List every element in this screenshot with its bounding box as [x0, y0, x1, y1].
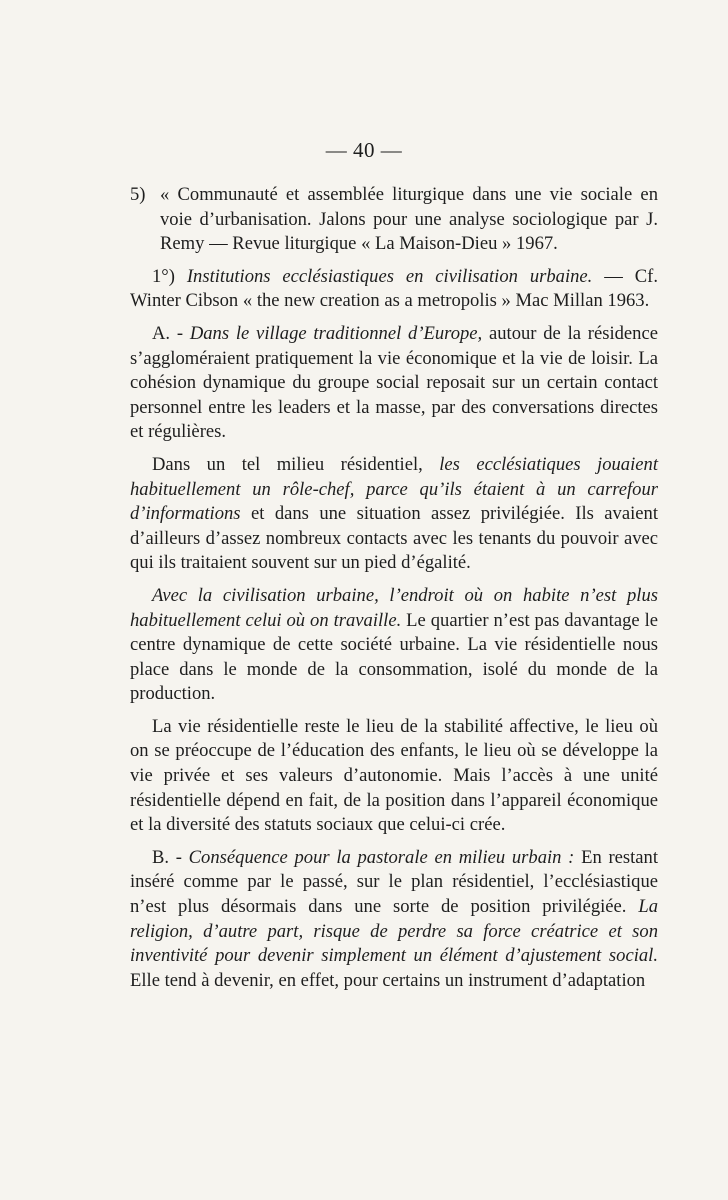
part-b-title: Conséquence pour la pastorale en milieu urbain : [188, 846, 575, 868]
reference-paragraph [130, 183, 658, 257]
section-1-title: Institutions ecclésiastiques en civilisation urbaine. [186, 265, 593, 287]
part-a-label: A. - [152, 322, 190, 344]
part-b-label: B. - [152, 846, 189, 868]
paragraph-3-italic: Avec la civilisation urbaine, l’endroit où on habite n’est plus habituellement celui où on travaille. [130, 584, 658, 631]
section-1-heading [130, 265, 658, 314]
paragraph-4 [130, 715, 658, 838]
paragraph-2-italic: les ecclésiatiques jouaient habituellement un rôle-chef, parce qu’ils étaient à un carrefour d’informations [130, 453, 658, 525]
page-number: — 40 — [325, 138, 403, 162]
body-text [130, 183, 658, 1001]
part-a-text: autour de la résidence s’aggloméraient pratiquement la vie économique et la vie de loisir. La cohésion dynamique du groupe social reposait sur un certain contact personnel entre les leaders et la masse, par des conversations directes et régulières. [130, 322, 658, 443]
paragraph-2 [130, 453, 658, 576]
paragraph-3-rest: Le quartier n’est pas davantage le centre dynamique de cette société urbaine. La vie résidentielle nous place dans le monde de la consommation, isolé du monde de la production. [130, 609, 658, 705]
paragraph-2-rest: et dans une situation assez privilégiée. Ils avaient d’ailleurs d’assez nombreux contacts avec les tenants du pouvoir avec qui ils traitaient souvent sur un pied d’égalité. [130, 503, 658, 574]
part-b-italic: La religion, d’autre part, risque de perdre sa force créatrice et son inventivité pour devenir simplement un élément d’ajustement social. [130, 896, 658, 967]
part-b-paragraph [130, 846, 658, 994]
reference-text: « Communauté et assemblée liturgique dans une vie sociale en voie d’urbanisation. Jalons pour une analyse sociologique par J. Remy — Revue liturgique « La Maison-Dieu » 1967. [160, 184, 658, 255]
section-1-number: 1°) [152, 265, 175, 287]
paragraph-2-lead: Dans un tel milieu résidentiel, [152, 453, 440, 475]
part-a-paragraph [130, 322, 658, 445]
section-1-ref: — Cf. Winter Cibson « the new creation as a metropolis » Mac Millan 1963. [130, 265, 658, 312]
part-b-text-1: En restant inséré comme par le passé, sur le plan résidentiel, l’ecclésiastique n’est plus désormais dans une sorte de position privilégiée. [130, 846, 659, 918]
part-a-title: Dans le village traditionnel d’Europe, [189, 322, 483, 344]
paragraph-4-text: La vie résidentielle reste le lieu de la stabilité affective, le lieu où on se préoccupe de l’éducation des enfants, le lieu où se développe la vie privée et ses valeurs d’autonomie. Mais l’accès à une unité résidentielle dépend en fait, de la position dans l’appareil économique et la diversité des statuts sociaux que celui-ci crée. [130, 715, 658, 836]
part-b-text-2: Elle tend à devenir, en effet, pour certains un instrument d’adaptation [130, 969, 646, 991]
paragraph-3 [130, 584, 658, 707]
reference-index: 5) [130, 184, 146, 205]
